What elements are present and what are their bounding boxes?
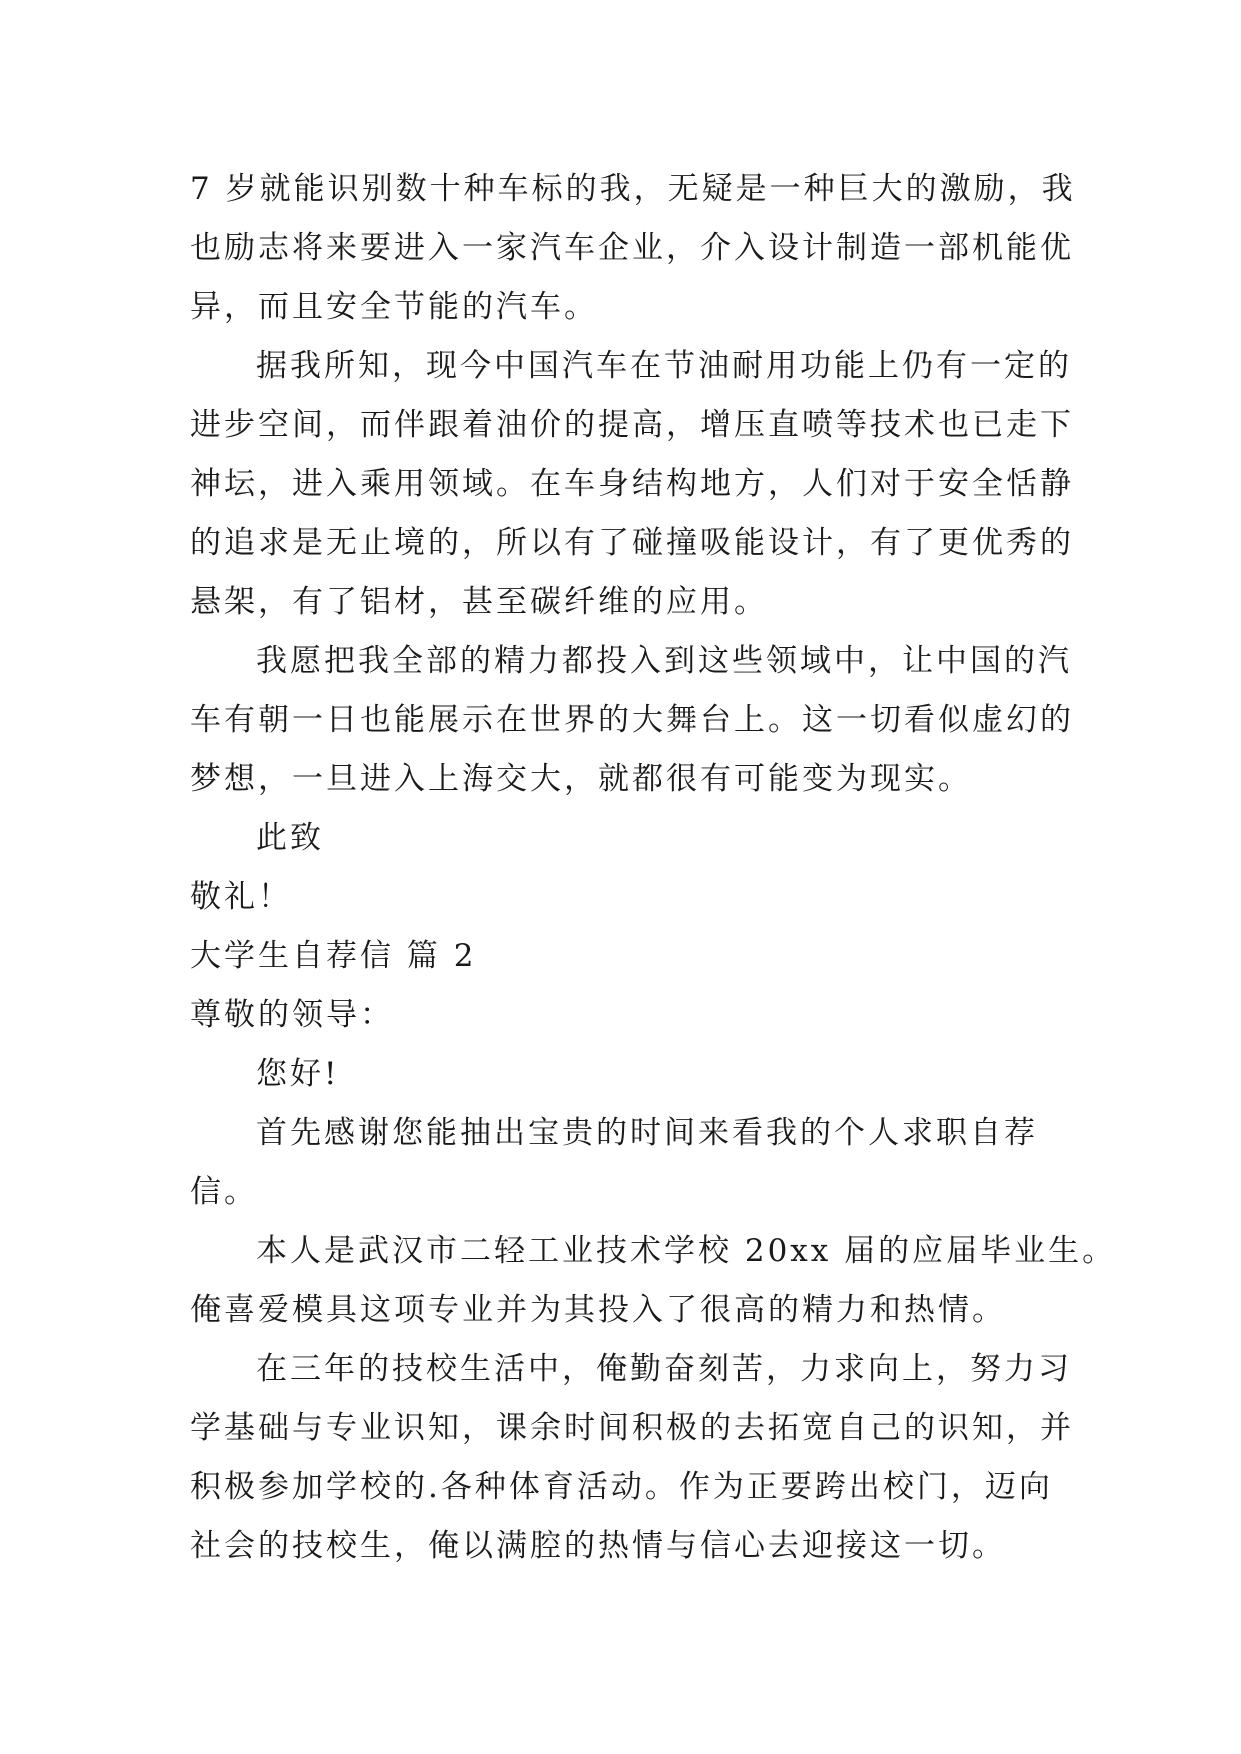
text-line: 梦想，一旦进入上海交大，就都很有可能变为现实。 (190, 761, 972, 797)
paragraph-start: 在三年的技校生活中，俺勤奋刻苦，力求向上，努力习 (256, 1351, 1072, 1387)
text-line: 7 岁就能识别数十种车标的我，无疑是一种巨大的激励，我 (190, 171, 1076, 207)
text-line: 异，而且安全节能的汽车。 (190, 289, 598, 325)
closing-salutation: 此致 (256, 820, 324, 856)
text-line: 俺喜爱模具这项专业并为其投入了很高的精力和热情。 (190, 1292, 1006, 1328)
paragraph-start: 据我所知，现今中国汽车在节油耐用功能上仍有一定的 (256, 348, 1072, 384)
text-line: 神坛，进入乘用领域。在车身结构地方，人们对于安全恬静 (190, 466, 1074, 502)
paragraph-start: 我愿把我全部的精力都投入到这些领域中，让中国的汽 (256, 643, 1072, 679)
section-title: 大学生自荐信 篇 2 (190, 938, 477, 974)
text-line: 悬架，有了铝材，甚至碳纤维的应用。 (190, 584, 768, 620)
text-line: 学基础与专业识知，课余时间积极的去拓宽自己的识知，并 (190, 1410, 1074, 1446)
paragraph-start: 本人是武汉市二轻工业技术学校 20xx 届的应届毕业生。 (256, 1233, 1117, 1269)
paragraph-start: 您好! (256, 1056, 340, 1092)
text-line: 社会的技校生，俺以满腔的热情与信心去迎接这一切。 (190, 1528, 1006, 1564)
text-line: 积极参加学校的.各种体育活动。作为正要跨出校门，迈向 (190, 1469, 1053, 1505)
letter-greeting: 尊敬的领导： (190, 997, 394, 1033)
closing-regards: 敬礼！ (190, 879, 292, 915)
text-line: 也励志将来要进入一家汽车企业，介入设计制造一部机能优 (190, 230, 1074, 266)
paragraph-start: 首先感谢您能抽出宝贵的时间来看我的个人求职自荐 (256, 1115, 1038, 1151)
text-line: 的追求是无止境的，所以有了碰撞吸能设计，有了更优秀的 (190, 525, 1074, 561)
text-line: 信。 (190, 1174, 258, 1210)
text-line: 进步空间，而伴跟着油价的提高，增压直喷等技术也已走下 (190, 407, 1074, 443)
document-body (190, 160, 1117, 1576)
text-line: 车有朝一日也能展示在世界的大舞台上。这一切看似虚幻的 (190, 702, 1074, 738)
